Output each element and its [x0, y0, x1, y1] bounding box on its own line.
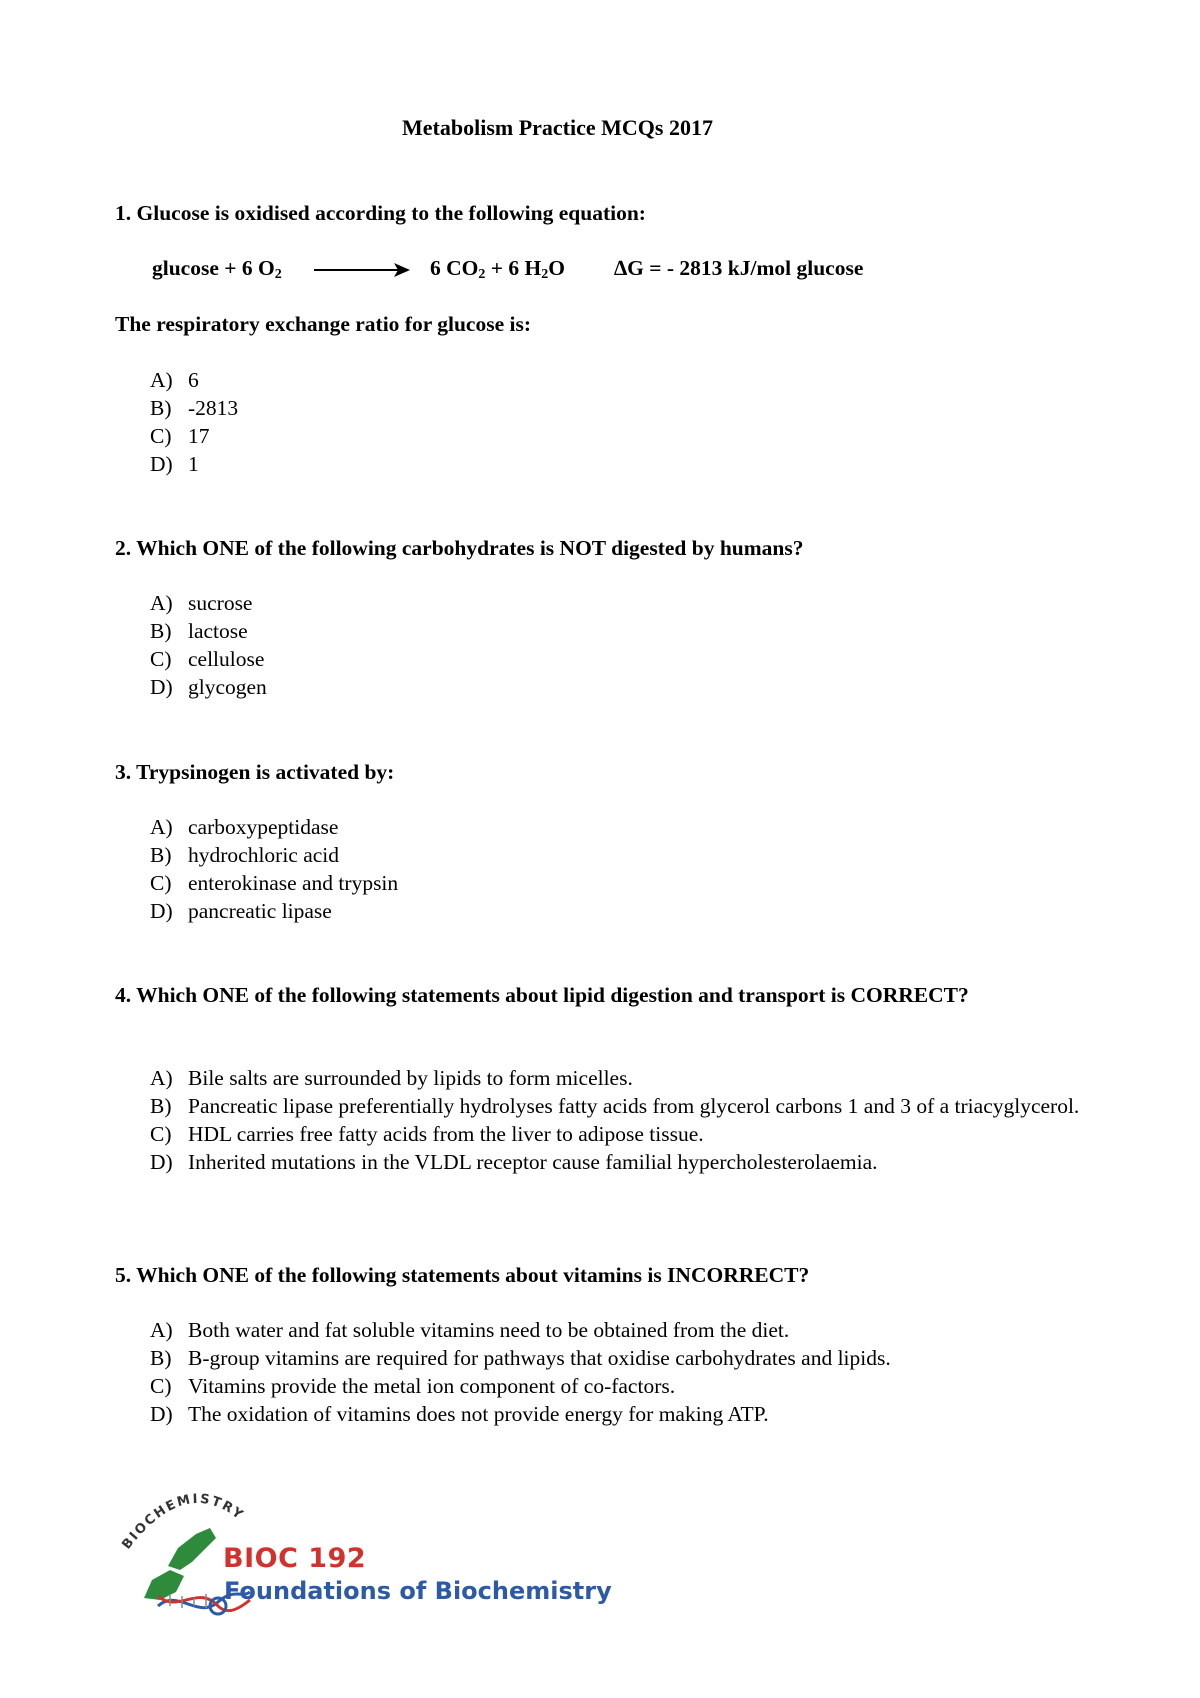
- option: B) Pancreatic lipase preferentially hydrolyses fatty acids from glycerol carbons 1 and 3 of a triacyglycerol.: [150, 1094, 1080, 1118]
- option: D) 1: [150, 452, 199, 476]
- course-logo: [118, 1488, 612, 1628]
- option: C) enterokinase and trypsin: [150, 871, 399, 895]
- logo-arc-text: BIOCHEMISTRY: [119, 1491, 247, 1553]
- option: D) pancreatic lipase: [150, 899, 332, 923]
- question-5-stem: 5. Which ONE of the following statements about vitamins is INCORRECT?: [115, 1263, 810, 1287]
- option: B) hydrochloric acid: [150, 843, 340, 867]
- question-1-followup: The respiratory exchange ratio for glucose is:: [115, 312, 531, 336]
- question-3-options: [150, 813, 1080, 925]
- logo-course-name: Foundations of Biochemistry: [224, 1577, 612, 1605]
- option: D) The oxidation of vitamins does not provide energy for making ATP.: [150, 1402, 769, 1426]
- question-2-options: [150, 589, 1080, 701]
- equation-products: 6 $CO_2 + 6$ $H_2O$: [430, 256, 565, 282]
- question-2-stem: 2. Which ONE of the following carbohydrates is NOT digested by humans?: [115, 536, 804, 560]
- option: A) sucrose: [150, 591, 253, 615]
- question-4-stem: 4. Which ONE of the following statements about lipid digestion and transport is CORRECT?: [115, 983, 969, 1007]
- equation-reactants: glucose + 6 $O_2$: [152, 256, 282, 282]
- option: B) B-group vitamins are required for pathways that oxidise carbohydrates and lipids.: [150, 1346, 891, 1370]
- question-1-options: [150, 366, 1080, 478]
- option: C) HDL carries free fatty acids from the liver to adipose tissue.: [150, 1122, 704, 1146]
- option: C) 17: [150, 424, 210, 448]
- option: B) lactose: [150, 619, 248, 643]
- option: B) -2813: [150, 396, 239, 420]
- question-1-stem: 1. Glucose is oxidised according to the following equation:: [115, 201, 646, 225]
- reaction-arrow-icon: [314, 262, 412, 278]
- option: D) glycogen: [150, 675, 267, 699]
- option: A) Both water and fat soluble vitamins need to be obtained from the diet.: [150, 1318, 790, 1342]
- option: C) cellulose: [150, 647, 265, 671]
- equation-delta-g: ∆G = - 2813 kJ/mol glucose: [614, 256, 864, 280]
- document-title: Metabolism Practice MCQs 2017: [402, 115, 713, 140]
- option: A) carboxypeptidase: [150, 815, 339, 839]
- question-3-stem: 3. Trypsinogen is activated by:: [115, 760, 395, 784]
- option: A) 6: [150, 368, 199, 392]
- option: C) Vitamins provide the metal ion component of co-factors.: [150, 1374, 676, 1398]
- logo-course-code: BIOC 192: [223, 1543, 367, 1574]
- question-4-options: [150, 1064, 1080, 1176]
- question-5-options: [150, 1316, 1080, 1428]
- option: A) Bile salts are surrounded by lipids to form micelles.: [150, 1066, 633, 1090]
- option: D) Inherited mutations in the VLDL receptor cause familial hypercholesterolaemia.: [150, 1150, 878, 1174]
